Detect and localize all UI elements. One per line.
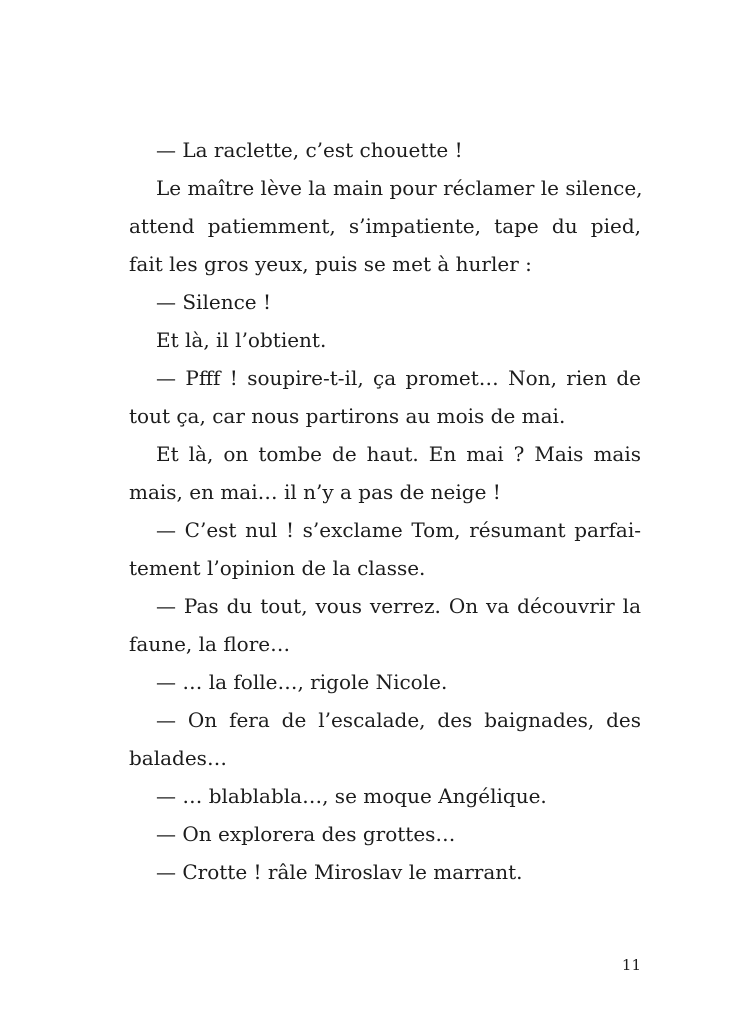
text-line: attend patiemment, s’impatiente, tape du pied, <box>129 214 641 238</box>
text-line: — … la folle…, rigole Nicole. <box>156 670 448 694</box>
text-line: — On fera de l’escalade, des baignades, des <box>156 708 641 732</box>
text-line: — Pas du tout, vous verrez. On va découvrir la <box>156 594 641 618</box>
text-line: — … blablabla…, se moque Angélique. <box>156 784 547 808</box>
text-line: — Pfff ! soupire-t-il, ça promet… Non, rien de <box>156 366 641 390</box>
text-line: Et là, il l’obtient. <box>156 328 327 352</box>
text-line: — La raclette, c’est chouette ! <box>156 138 463 162</box>
page-number: 11 <box>621 956 641 974</box>
text-line: Le maître lève la main pour réclamer le silence, <box>156 176 643 200</box>
text-line: — On explorera des grottes… <box>156 822 456 846</box>
text-line: — C’est nul ! s’exclame Tom, résumant parfai- <box>156 518 641 542</box>
text-line: — Silence ! <box>156 290 271 314</box>
text-line: balades… <box>129 746 227 770</box>
text-line: — Crotte ! râle Miroslav le marrant. <box>156 860 523 884</box>
text-line: mais, en mai… il n’y a pas de neige ! <box>129 480 501 504</box>
text-line: faune, la flore… <box>129 632 291 656</box>
body-text <box>129 131 641 891</box>
text-line: tout ça, car nous partirons au mois de mai. <box>129 404 566 428</box>
text-line: tement l’opinion de la classe. <box>129 556 426 580</box>
text-line: fait les gros yeux, puis se met à hurler : <box>129 252 532 276</box>
text-line: Et là, on tombe de haut. En mai ? Mais mais <box>156 442 641 466</box>
